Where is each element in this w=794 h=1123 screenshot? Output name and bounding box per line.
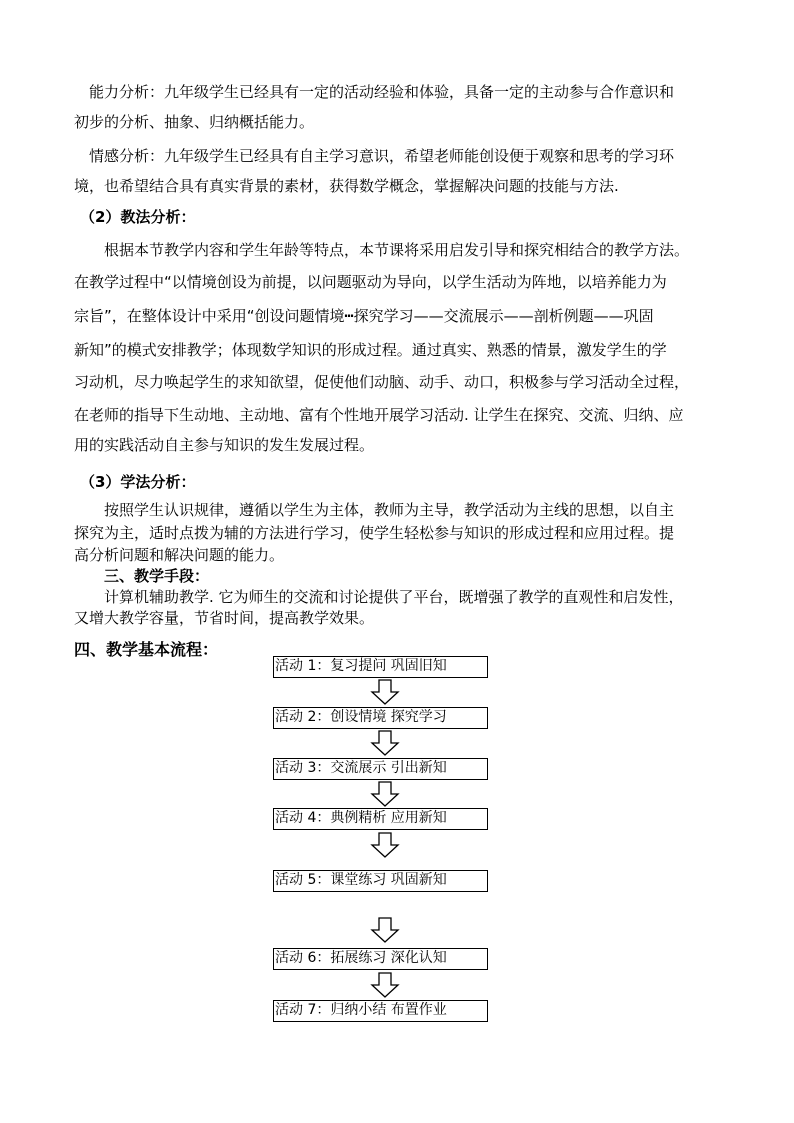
activity-6-box: 活动 6：拓展练习 深化认知 xyxy=(273,948,488,970)
down-arrow-icon xyxy=(370,781,400,807)
learning-method-line-3: 高分析问题和解决问题的能力。 xyxy=(74,546,285,564)
activity-2-box: 活动 2：创设情境 探究学习 xyxy=(273,707,488,729)
teaching-method-line-4: 新知”的模式安排教学；体现数学知识的形成过程。通过真实、熟悉的情景，激发学生的学 xyxy=(74,341,667,359)
emotion-analysis-line-1: 情感分析：九年级学生已经具有自主学习意识，希望老师能创设便于观察和思考的学习环 xyxy=(89,147,675,165)
learning-method-heading: （3）学法分析： xyxy=(80,473,196,491)
down-arrow-icon xyxy=(370,679,400,705)
teaching-method-line-1: 根据本节教学内容和学生年龄等特点，本节课将采用启发引导和探究相结合的教学方法。 xyxy=(104,241,690,259)
teaching-means-line-2: 又增大教学容量，节省时间，提高教学效果。 xyxy=(74,609,375,627)
teaching-method-line-7: 用的实践活动自主参与知识的发生发展过程。 xyxy=(74,436,375,454)
teaching-method-line-5: 习动机，尽力唤起学生的求知欲望，促使他们动脑、动手、动口，积极参与学习活动全过程， xyxy=(74,373,690,391)
teaching-method-line-6: 在老师的指导下生动地、主动地、富有个性地开展学习活动. 让学生在探究、交流、归纳、应 xyxy=(74,406,684,424)
teaching-means-line-1: 计算机辅助教学. 它为师生的交流和讨论提供了平台，既增强了教学的直观性和启发性， xyxy=(104,588,684,606)
learning-method-line-2: 探究为主，适时点拨为辅的方法进行学习，使学生轻松参与知识的形成过程和应用过程。提 xyxy=(74,524,675,542)
activity-7-box: 活动 7：归纳小结 布置作业 xyxy=(273,1000,488,1022)
ability-analysis-line-2: 初步的分析、抽象、归纳概括能力。 xyxy=(74,113,315,131)
down-arrow-icon xyxy=(370,917,400,943)
learning-method-line-1: 按照学生认识规律，遵循以学生为主体，教师为主导，教学活动为主线的思想，以自主 xyxy=(104,501,675,519)
teaching-means-heading: 三、教学手段： xyxy=(104,567,210,585)
ability-analysis-line-1: 能力分析：九年级学生已经具有一定的活动经验和体验，具备一定的主动参与合作意识和 xyxy=(89,83,675,101)
down-arrow-icon xyxy=(370,972,400,998)
activity-5-box: 活动 5：课堂练习 巩固新知 xyxy=(273,870,488,892)
down-arrow-icon xyxy=(370,832,400,858)
down-arrow-icon xyxy=(370,730,400,756)
activity-3-box: 活动 3：交流展示 引出新知 xyxy=(273,758,488,780)
flow-heading: 四、教学基本流程： xyxy=(74,640,219,659)
activity-1-box: 活动 1：复习提问 巩固旧知 xyxy=(273,656,488,678)
teaching-method-line-3: 宗旨”，在整体设计中采用“创设问题情境┅探究学习——交流展示——剖析例题——巩固 xyxy=(74,307,654,325)
teaching-method-line-2: 在教学过程中“以情境创设为前提，以问题驱动为导向，以学生活动为阵地，以培养能力为 xyxy=(74,273,667,291)
teaching-method-heading: （2）教法分析： xyxy=(80,208,196,226)
activity-4-box: 活动 4：典例精析 应用新知 xyxy=(273,808,488,830)
emotion-analysis-line-2: 境，也希望结合具有真实背景的素材，获得数学概念，掌握解决问题的技能与方法. xyxy=(74,177,619,195)
